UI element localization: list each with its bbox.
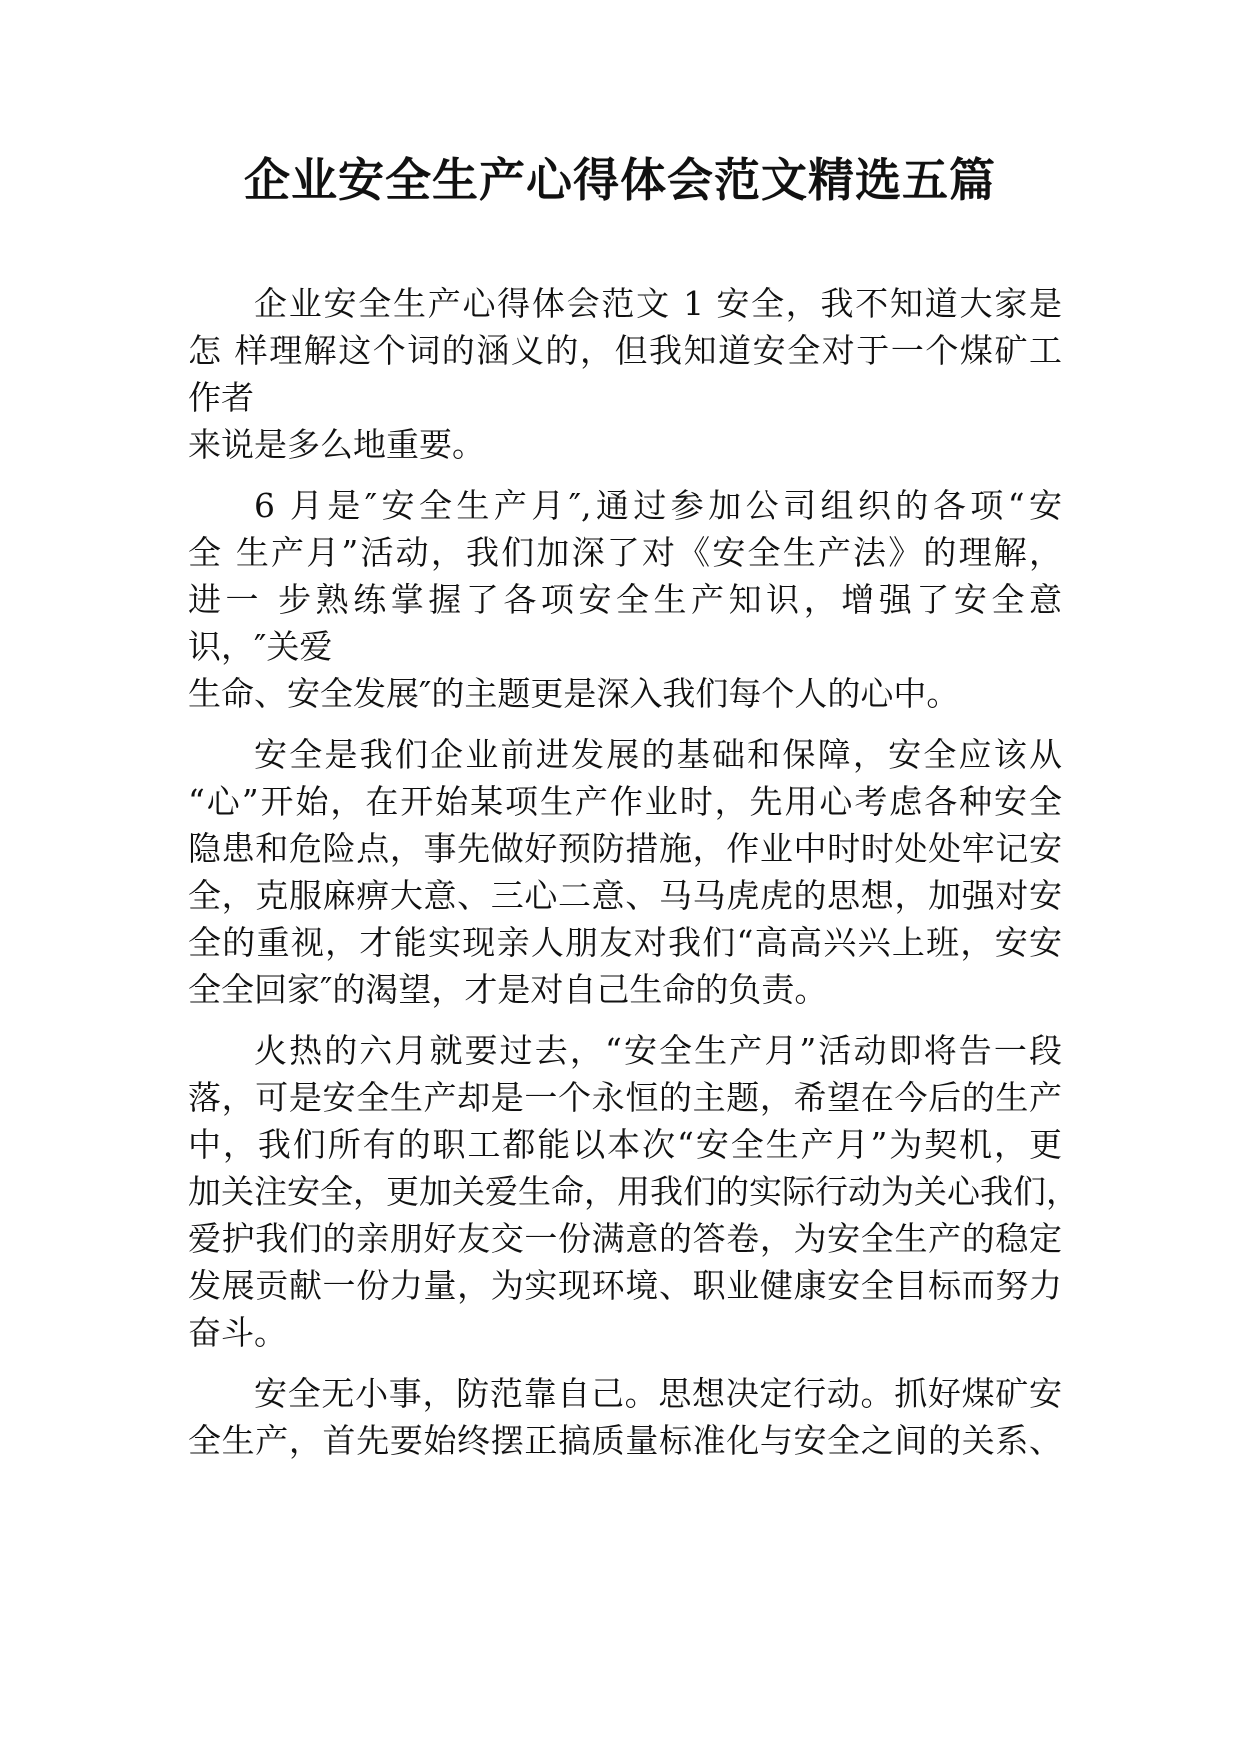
- text-line: 加关注安全，更加关爱生命，用我们的实际行动为关心我们，: [188, 1172, 1079, 1211]
- text-line: 全 生产月”活动，我们加深了对《安全生产法》的理解，: [188, 533, 1062, 572]
- text-line: 全全回家″的渴望，才是对自己生命的负责。: [188, 970, 828, 1009]
- paragraph-4: [188, 1027, 1079, 1356]
- paragraph-5: [188, 1370, 1062, 1464]
- document-title: 企业安全生产心得体会范文精选五篇: [244, 153, 996, 207]
- text-line: 安全无小事，防范靠自己。思想决定行动。抓好煤矿安: [254, 1374, 1062, 1413]
- text-line: 生命、安全发展″的主题更是深入我们每个人的心中。: [188, 674, 960, 713]
- paragraph-3: [188, 731, 1062, 1013]
- text-line: 爱护我们的亲朋好友交一份满意的答卷，为安全生产的稳定: [188, 1219, 1062, 1258]
- text-line: 安全是我们企业前进发展的基础和保障，安全应该从: [254, 735, 1062, 774]
- paragraph-2: [188, 482, 1062, 717]
- text-line: 发展贡献一份力量，为实现环境、职业健康安全目标而努力: [188, 1266, 1062, 1305]
- text-line: 落，可是安全生产却是一个永恒的主题，希望在今后的生产: [188, 1078, 1062, 1117]
- text-line: “心”开始，在开始某项生产作业时，先用心考虑各种安全: [188, 782, 1062, 821]
- text-line: 识，″关爱: [188, 627, 333, 666]
- text-line: 隐患和危险点，事先做好预防措施，作业中时时处处牢记安: [188, 829, 1062, 868]
- text-line: 全生产，首先要始终摆正搞质量标准化与安全之间的关系、: [188, 1421, 1062, 1460]
- text-line: 全的重视，才能实现亲人朋友对我们“高高兴兴上班，安安: [188, 923, 1062, 962]
- paragraph-1: [188, 280, 1062, 468]
- text-line: 来说是多么地重要。: [188, 425, 485, 464]
- text-line: 6 月是″安全生产月″,通过参加公司组织的各项“安: [254, 486, 1062, 525]
- text-line: 火热的六月就要过去，“安全生产月”活动即将告一段: [254, 1031, 1062, 1070]
- text-line: 作者: [188, 378, 254, 417]
- text-line: 奋斗。: [188, 1313, 287, 1352]
- text-line: 中，我们所有的职工都能以本次“安全生产月”为契机，更: [188, 1125, 1062, 1164]
- text-line: 怎 样理解这个词的涵义的，但我知道安全对于一个煤矿工: [188, 331, 1062, 370]
- document-body: [188, 280, 1079, 1478]
- text-line: 全，克服麻痹大意、三心二意、马马虎虎的思想，加强对安: [188, 876, 1062, 915]
- text-line: 进一 步熟练掌握了各项安全生产知识，增强了安全意: [188, 580, 1062, 619]
- text-line: 企业安全生产心得体会范文 1 安全，我不知道大家是: [254, 284, 1062, 323]
